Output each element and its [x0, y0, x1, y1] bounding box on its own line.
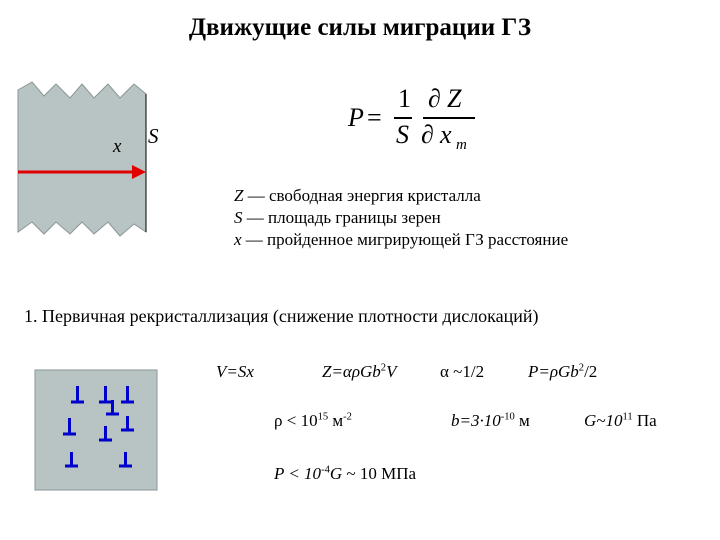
formula-den-partial: ∂ — [421, 120, 434, 149]
fraction-bar-right — [423, 117, 475, 119]
shear-modulus: $G\sim 10^{11}$ Па — [584, 411, 657, 430]
legend-line-s — [234, 208, 441, 228]
legend-line-z — [234, 186, 481, 206]
formula-num-z: Z — [447, 84, 462, 113]
section-heading: 1. Первичная рекристаллизация (снижение плотности дислокаций) — [24, 306, 539, 326]
energy-formula: Z=αρGb$^2$V — [322, 362, 397, 381]
density-limit: $\rho < 10^{15}$ $м^{-2}$ — [274, 411, 352, 430]
page-title: Движущие силы миграции ГЗ — [188, 14, 532, 41]
formula-den-s: S — [396, 120, 409, 149]
formula-den-sub: m — [456, 137, 467, 153]
legend-symbol: S — [234, 208, 243, 227]
dislocation-crystal — [35, 370, 157, 490]
legend-text: — пройденное мигрирующей ГЗ расстояние — [241, 230, 569, 249]
volume-formula: V=Sx — [216, 362, 254, 381]
legend-text: — свободная энергия кристалла — [243, 186, 481, 205]
formula-num-one: 1 — [398, 84, 411, 113]
pressure-limit: $P < 10^{-4}G$ ~ 10 МПа — [274, 464, 417, 483]
alpha-value: α ~1/2 — [440, 362, 485, 381]
legend-line-x — [234, 230, 568, 250]
formula-den-x: x — [440, 120, 452, 149]
x-label: x — [113, 136, 122, 157]
legend-text: — площадь границы зерен — [242, 208, 441, 227]
burgers-vector: $b=3\cdot 10^{-10}$ м — [451, 411, 530, 430]
crystal-grain — [18, 82, 146, 236]
formula-lhs: P — [348, 103, 364, 132]
pressure-formula: P=ρGb$^2$/2 — [528, 362, 598, 381]
fraction-bar-left — [394, 117, 412, 119]
formula-num-partial: ∂ — [428, 84, 441, 113]
legend-symbol: x — [234, 230, 242, 249]
s-label: S — [148, 124, 159, 148]
formula-equals: = — [367, 103, 382, 132]
legend-symbol: Z — [234, 186, 244, 205]
